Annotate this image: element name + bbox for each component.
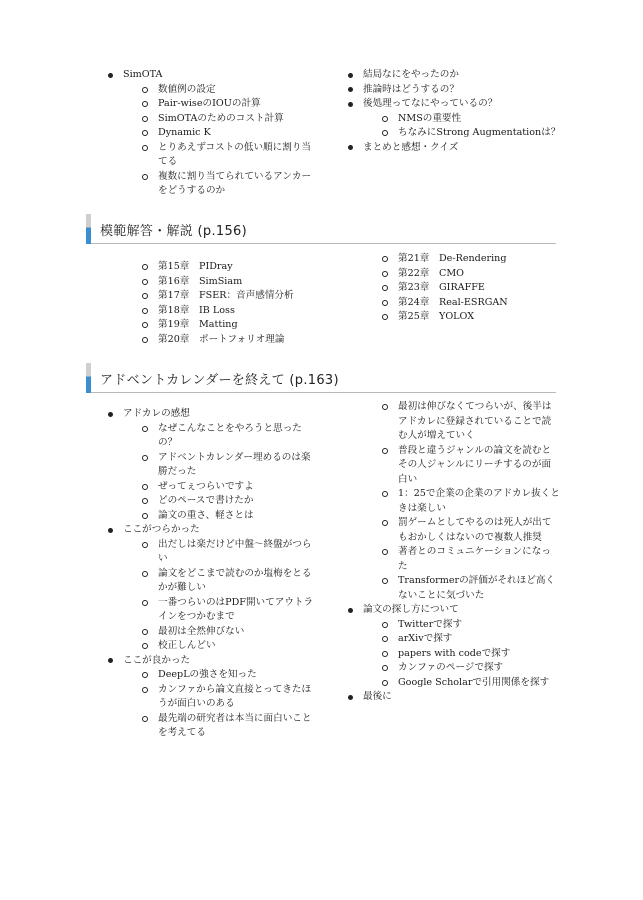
sub-list-item: 論文をどこまで読むのか塩梅をとるかが難しい <box>158 567 318 596</box>
sub-list-item: 論文の重さ、軽さとは <box>158 509 323 524</box>
sub-list-item: 普段と違うジャンルの論文を読むとその人ジャンルにリーチするのが面白い <box>398 444 560 488</box>
sub-list-item: 最先端の研究者は本当に面白いことを考えてる <box>158 712 318 741</box>
sub-list-item: 校正しんどい <box>158 639 323 654</box>
chapter-list <box>398 252 563 325</box>
section1-right-column <box>363 68 563 155</box>
section3-right-column <box>363 400 568 705</box>
sub-list <box>158 668 323 741</box>
list-item-label: 最後に <box>363 691 392 702</box>
section-heading-answers <box>86 214 556 240</box>
chapter-item: 第21章 De-Rendering <box>398 252 563 267</box>
sub-list-item: 複数に割り当てられているアンカーをどうするのか <box>158 170 318 199</box>
sub-list-item: Twitterで探す <box>398 618 568 633</box>
section2-right-column <box>363 252 563 325</box>
list-item-label: 後処理ってなにやっているの？ <box>363 98 498 109</box>
list-item <box>363 97 563 141</box>
sub-list-item: DeepLの強さを知った <box>158 668 323 683</box>
list-item-label: ここが良かった <box>123 654 191 666</box>
list-item <box>363 141 563 156</box>
section3-left-column <box>123 407 323 741</box>
sub-list-item: papers with codeで探す <box>398 647 568 662</box>
chapter-item: 第25章 YOLOX <box>398 310 563 325</box>
section1-left-column <box>123 68 323 199</box>
sub-list-item: ぜってぇつらいですよ <box>158 480 323 495</box>
sub-list-item: Google Scholarで引用関係を探す <box>398 676 568 691</box>
chapter-item: 第22章 CMO <box>398 267 563 282</box>
sub-list-item: NMSの重要性 <box>398 112 563 127</box>
sub-list-item: SimOTAのためのコスト計算 <box>158 112 323 127</box>
sub-list-item: 最初は全然伸びない <box>158 625 323 640</box>
sub-list-item: カンファのページで探す <box>398 661 568 676</box>
list-item-label: ここがつらかった <box>123 524 200 535</box>
chapter-item: 第17章 FSER：音声感情分析 <box>158 289 323 304</box>
sub-list-item: 一番つらいのはPDF開いてアウトラインをつかむまで <box>158 596 318 625</box>
sub-list <box>158 538 323 654</box>
sub-list-item: 数値例の設定 <box>158 83 323 98</box>
sub-list-item: アドベントカレンダー埋めるのは楽勝だった <box>158 451 314 480</box>
sub-list-item: なぜこんなことをやろうと思ったの？ <box>158 422 310 451</box>
heading-accent-bar <box>86 214 91 244</box>
chapter-item: 第18章 IB Loss <box>158 304 323 319</box>
chapter-item: 第20章 ポートフォリオ理論 <box>158 333 323 348</box>
list-item-label: まとめと感想・クイズ <box>363 141 459 153</box>
list-item <box>363 83 563 98</box>
chapter-item: 第15章 PIDray <box>158 260 323 275</box>
sub-list-item: 1：25で企業の企業のアドカレ抜くときは楽しい <box>398 487 560 516</box>
sub-list-item: Dynamic K <box>158 126 323 141</box>
chapter-item: 第24章 Real-ESRGAN <box>398 296 563 311</box>
heading-rule <box>91 392 556 393</box>
list-item-label: 結局なにをやったのか <box>363 69 459 80</box>
section-heading-text: 模範解答・解説 (p.156) <box>100 224 247 239</box>
sub-list <box>158 83 323 199</box>
heading-accent-bar <box>86 363 91 393</box>
list-item-label: SimOTA <box>123 69 163 80</box>
list-item <box>363 603 568 690</box>
chapter-item: 第23章 GIRAFFE <box>398 281 563 296</box>
sub-list-item: 罰ゲームとしてやるのは死人が出てもおかしくはないので複数人推奨 <box>398 516 560 545</box>
section2-left-column <box>123 260 323 347</box>
heading-rule <box>91 243 556 244</box>
sub-list <box>398 112 563 141</box>
sub-list-item: 著者とのコミュニケーションになった <box>398 545 560 574</box>
chapter-list <box>158 260 323 347</box>
list-item <box>123 654 323 741</box>
list-item <box>123 407 323 523</box>
list-item <box>123 523 323 654</box>
sub-list-item: カンファから論文直接とってきたほうが面白いのある <box>158 683 318 712</box>
sub-list-item: Pair-wiseのIOUの計算 <box>158 97 323 112</box>
sub-list-item: どのペースで書けたか <box>158 494 323 509</box>
list-item <box>363 690 568 705</box>
list-item <box>363 68 563 83</box>
sub-list-item: Transformerの評価がそれほど高くないことに気づいた <box>398 574 560 603</box>
section-heading-advent-calendar <box>86 363 556 389</box>
section-heading-text: アドベントカレンダーを終えて (p.163) <box>100 373 339 388</box>
sub-list-item: ちなみにStrong Augmentationは？ <box>398 126 563 141</box>
list-item <box>123 68 323 199</box>
sub-list <box>158 422 323 524</box>
sub-list-item: arXivで探す <box>398 632 568 647</box>
chapter-item: 第16章 SimSiam <box>158 275 323 290</box>
sub-list-item: 出だしは楽だけど中盤〜終盤がつらい <box>158 538 318 567</box>
sub-list-item: とりあえずコストの低い順に割り当てる <box>158 141 318 170</box>
chapter-item: 第19章 Matting <box>158 318 323 333</box>
sub-list-continued <box>398 400 568 603</box>
sub-list-item: 最初は伸びなくてつらいが、後半はアドカレに登録されていることで読む人が増えていく <box>398 400 560 444</box>
sub-list <box>398 618 568 691</box>
list-item-label: アドカレの感想 <box>123 408 190 419</box>
list-item-label: 論文の探し方について <box>363 604 459 615</box>
list-item-label: 推論時はどうするの？ <box>363 83 459 95</box>
